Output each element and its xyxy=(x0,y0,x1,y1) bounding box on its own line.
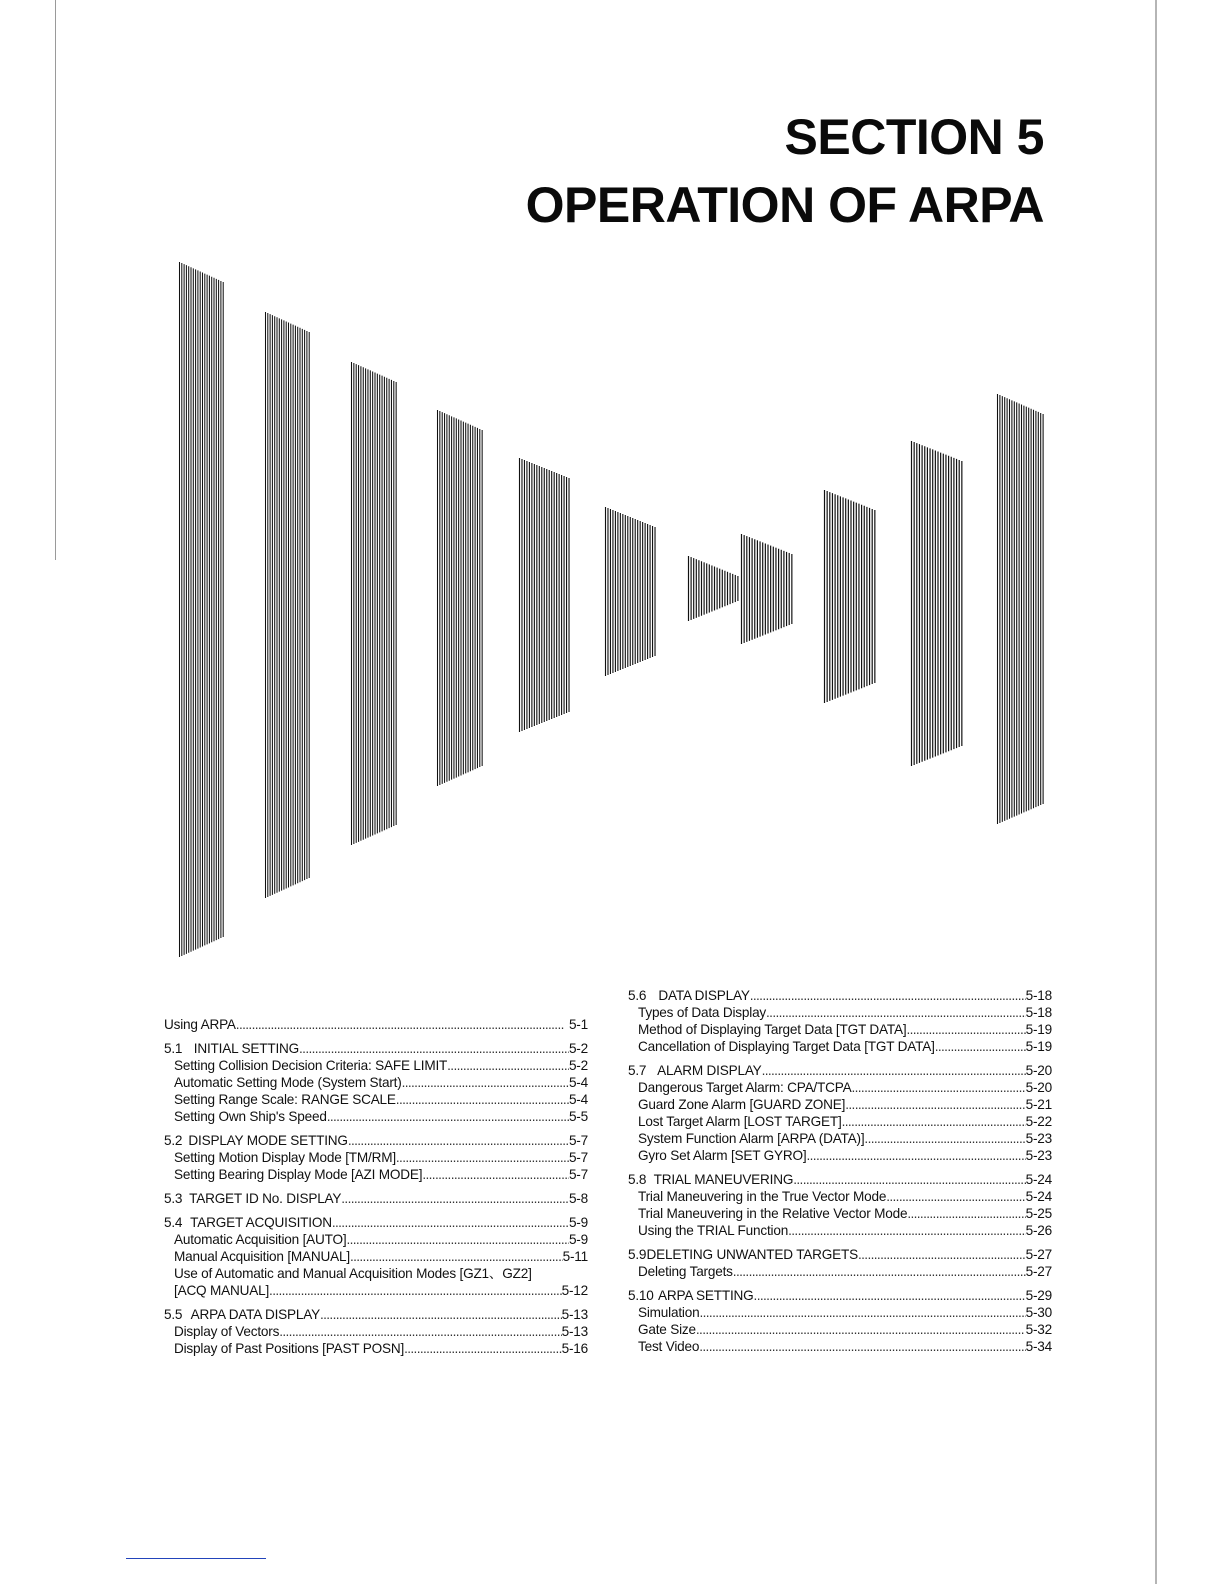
toc-leader-dots xyxy=(858,1246,1026,1263)
toc-entry[interactable] xyxy=(164,1057,588,1074)
toc-page-number: 5-22 xyxy=(1025,1114,1052,1129)
toc-entry[interactable] xyxy=(164,1074,588,1091)
toc-leader-dots xyxy=(886,1188,1025,1205)
toc-label: Gate Size xyxy=(638,1322,696,1337)
toc-entry[interactable] xyxy=(628,1222,1052,1239)
toc-label: Manual Acquisition [MANUAL] xyxy=(174,1249,350,1264)
toc-leader-dots xyxy=(762,1062,1026,1079)
bar-group xyxy=(912,441,962,766)
toc-leader-dots xyxy=(699,1338,1025,1355)
toc-page-number: 5-26 xyxy=(1025,1223,1052,1238)
toc-heading[interactable] xyxy=(164,1040,588,1057)
toc-leader-dots xyxy=(396,1149,569,1166)
toc-page-number: 5-19 xyxy=(1025,1039,1052,1054)
toc-leader-dots xyxy=(320,1306,562,1323)
toc-leader-dots xyxy=(332,1214,569,1231)
bar-group xyxy=(520,458,570,732)
toc-page-number: 5-34 xyxy=(1025,1339,1052,1354)
toc-label: Setting Range Scale: RANGE SCALE xyxy=(174,1092,396,1107)
toc-label: TARGET ID No. DISPLAY xyxy=(189,1191,342,1206)
toc-page-number: 5-11 xyxy=(562,1249,588,1264)
toc-leader-dots xyxy=(766,1004,1026,1021)
toc-entry[interactable] xyxy=(164,1340,588,1357)
toc-label: TRIAL MANEUVERING xyxy=(653,1172,794,1187)
toc-leader-dots xyxy=(935,1038,1026,1055)
toc-number: 5.4 xyxy=(164,1215,183,1230)
toc-label: System Function Alarm [ARPA (DATA)] xyxy=(638,1131,865,1146)
toc-number: 5.1 xyxy=(164,1041,183,1056)
toc-leader-dots xyxy=(851,1079,1025,1096)
toc-entry[interactable] xyxy=(164,1016,588,1033)
toc-leader-dots xyxy=(350,1248,563,1265)
toc-label: Setting Motion Display Mode [TM/RM] xyxy=(174,1150,396,1165)
toc-page-number: 5-9 xyxy=(568,1215,588,1230)
toc-label: Lost Target Alarm [LOST TARGET] xyxy=(638,1114,842,1129)
toc-entry[interactable] xyxy=(164,1248,588,1265)
toc-heading[interactable] xyxy=(164,1132,588,1149)
toc-page-number: 5-32 xyxy=(1025,1322,1052,1337)
toc-page-number: 5-5 xyxy=(568,1109,588,1124)
toc-page-number: 5-18 xyxy=(1025,1005,1052,1020)
toc-label: TARGET ACQUISITION xyxy=(190,1215,332,1230)
toc-label: Cancellation of Displaying Target Data [TGT DATA] xyxy=(638,1039,935,1054)
toc-label: [ACQ MANUAL] xyxy=(174,1283,270,1298)
toc-leader-dots xyxy=(348,1132,569,1149)
toc-group xyxy=(164,1016,588,1033)
toc-number: 5.6 xyxy=(628,988,647,1003)
toc-entry[interactable] xyxy=(164,1166,588,1183)
toc-entry[interactable] xyxy=(164,1282,588,1299)
toc-number: 5.9 xyxy=(628,1247,647,1262)
toc-label: Display of Vectors xyxy=(174,1324,280,1339)
toc-leader-dots xyxy=(341,1190,569,1207)
toc-entry[interactable] xyxy=(164,1323,588,1340)
toc-number: 5.7 xyxy=(628,1063,647,1078)
section-title: OPERATION OF ARPA xyxy=(525,177,1044,233)
bar-group xyxy=(689,556,738,621)
toc-label: Setting Collision Decision Criteria: SAFE LIMIT xyxy=(174,1058,448,1073)
toc-label: Setting Bearing Display Mode [AZI MODE] xyxy=(174,1167,423,1182)
toc-label: Trial Maneuvering in the Relative Vector Mode xyxy=(638,1206,908,1221)
toc-label: ALARM DISPLAY xyxy=(657,1063,762,1078)
toc-leader-dots xyxy=(807,1147,1026,1164)
toc-page-number: 5-23 xyxy=(1025,1148,1052,1163)
toc-label: Setting Own Ship's Speed xyxy=(174,1109,327,1124)
toc-entry[interactable] xyxy=(628,1079,1052,1096)
toc-page-number: 5-25 xyxy=(1025,1206,1052,1221)
toc-page-number: 5-27 xyxy=(1025,1247,1052,1262)
toc-page-number: 5-24 xyxy=(1025,1189,1052,1204)
toc-leader-dots xyxy=(906,1021,1025,1038)
toc-entry[interactable] xyxy=(628,1321,1052,1338)
toc-label: Guard Zone Alarm [GUARD ZONE] xyxy=(638,1097,846,1112)
toc-page-number: 5-2 xyxy=(568,1041,588,1056)
toc-label: Display of Past Positions [PAST POSN] xyxy=(174,1341,405,1356)
toc-page-number: 5-1 xyxy=(568,1017,588,1032)
toc-page-number: 5-20 xyxy=(1025,1063,1052,1078)
toc-entry[interactable] xyxy=(164,1091,588,1108)
toc-page-number: 5-7 xyxy=(568,1150,588,1165)
toc-label: Using ARPA xyxy=(164,1017,236,1032)
toc-leader-dots xyxy=(699,1304,1025,1321)
bar-group xyxy=(606,507,656,676)
toc-group xyxy=(628,1287,1052,1355)
toc-entry[interactable] xyxy=(164,1149,588,1166)
bar-group xyxy=(742,534,792,644)
bar-group xyxy=(825,490,875,703)
toc-label: Method of Displaying Target Data [TGT DATA] xyxy=(638,1022,907,1037)
toc-entry[interactable] xyxy=(628,1021,1052,1038)
toc-label: DISPLAY MODE SETTING xyxy=(188,1133,348,1148)
toc-entry[interactable] xyxy=(628,1304,1052,1321)
toc-leader-dots xyxy=(299,1040,569,1057)
toc-leader-dots xyxy=(793,1171,1025,1188)
toc-leader-dots xyxy=(696,1321,1026,1338)
toc-leader-dots xyxy=(402,1074,569,1091)
toc-page-number: 5-21 xyxy=(1025,1097,1052,1112)
toc-page-number: 5-7 xyxy=(568,1167,588,1182)
toc-heading[interactable] xyxy=(164,1214,588,1231)
toc-page-number: 5-24 xyxy=(1025,1172,1052,1187)
toc-page-number: 5-7 xyxy=(568,1133,588,1148)
toc-page-number: 5-12 xyxy=(561,1283,588,1298)
bar-group xyxy=(180,262,224,957)
toc-entry[interactable] xyxy=(628,1004,1052,1021)
toc-group xyxy=(628,1171,1052,1239)
toc-leader-dots xyxy=(279,1323,561,1340)
toc-leader-dots xyxy=(346,1231,568,1248)
toc-page-number: 5-18 xyxy=(1025,988,1052,1003)
toc-label: DATA DISPLAY xyxy=(658,988,750,1003)
toc-leader-dots xyxy=(733,1263,1026,1280)
toc-entry[interactable] xyxy=(628,1130,1052,1147)
toc-entry[interactable] xyxy=(164,1231,588,1248)
toc-group xyxy=(164,1132,588,1183)
toc-page-number: 5-2 xyxy=(568,1058,588,1073)
toc-leader-dots xyxy=(396,1091,569,1108)
toc-heading[interactable] xyxy=(628,1246,1052,1263)
toc-page-number: 5-13 xyxy=(561,1307,588,1322)
toc-page-number: 5-27 xyxy=(1025,1264,1052,1279)
toc-label: Deleting Targets xyxy=(638,1264,733,1279)
toc-group xyxy=(628,987,1052,1055)
toc-label: Dangerous Target Alarm: CPA/TCPA xyxy=(638,1080,852,1095)
toc-leader-dots xyxy=(754,1287,1026,1304)
toc-page-number: 5-4 xyxy=(568,1092,588,1107)
toc-entry[interactable] xyxy=(628,1038,1052,1055)
toc-entry[interactable] xyxy=(628,1338,1052,1355)
toc-heading[interactable] xyxy=(164,1190,588,1207)
toc-leader-dots xyxy=(788,1222,1025,1239)
toc-label: ARPA SETTING xyxy=(658,1288,754,1303)
toc-page-number: 5-4 xyxy=(568,1075,588,1090)
toc-label: Test Video xyxy=(638,1339,700,1354)
toc-leader-dots xyxy=(236,1016,569,1033)
toc-label: Using the TRIAL Function xyxy=(638,1223,789,1238)
toc-leader-dots xyxy=(864,1130,1025,1147)
toc-page-number: 5-13 xyxy=(561,1324,588,1339)
toc-entry[interactable] xyxy=(628,1188,1052,1205)
toc-page-number: 5-23 xyxy=(1025,1131,1052,1146)
toc-entry[interactable] xyxy=(628,1263,1052,1280)
toc-leader-dots xyxy=(404,1340,561,1357)
toc-page-number: 5-9 xyxy=(568,1232,588,1247)
toc-number: 5.5 xyxy=(164,1307,183,1322)
toc-entry[interactable] xyxy=(628,1205,1052,1222)
toc-label: Automatic Setting Mode (System Start) xyxy=(174,1075,402,1090)
toc-label: DELETING UNWANTED TARGETS xyxy=(646,1247,858,1262)
toc-heading[interactable] xyxy=(628,1062,1052,1079)
toc-entry[interactable] xyxy=(164,1265,588,1282)
toc-label: Gyro Set Alarm [SET GYRO] xyxy=(638,1148,807,1163)
toc-label: Simulation xyxy=(638,1305,700,1320)
toc-group xyxy=(628,1246,1052,1280)
toc-entry[interactable] xyxy=(164,1108,588,1125)
toc-number: 5.10 xyxy=(628,1288,654,1303)
toc-leader-dots xyxy=(750,987,1026,1004)
toc-label: INITIAL SETTING xyxy=(193,1041,300,1056)
toc-heading[interactable] xyxy=(628,1171,1052,1188)
bar-group xyxy=(352,362,397,845)
toc-entry[interactable] xyxy=(628,1113,1052,1130)
toc-group xyxy=(164,1306,588,1357)
toc-label: Trial Maneuvering in the True Vector Mode xyxy=(638,1189,887,1204)
toc-label: Use of Automatic and Manual Acquisition Modes [GZ1、GZ2] xyxy=(174,1266,532,1281)
toc-leader-dots xyxy=(842,1113,1026,1130)
toc-leader-dots xyxy=(269,1282,562,1299)
toc-leader-dots xyxy=(845,1096,1025,1113)
toc-number: 5.8 xyxy=(628,1172,647,1187)
toc-group xyxy=(164,1040,588,1125)
toc-page-number: 5-20 xyxy=(1025,1080,1052,1095)
footer-link-underline xyxy=(126,1558,266,1559)
toc-page-number: 5-30 xyxy=(1025,1305,1052,1320)
toc-right-column xyxy=(628,987,1052,1362)
toc-number: 5.3 xyxy=(164,1191,183,1206)
toc-leader-dots xyxy=(327,1108,569,1125)
toc-heading[interactable] xyxy=(628,987,1052,1004)
section-number: SECTION 5 xyxy=(784,109,1044,165)
toc-left-column xyxy=(164,1016,588,1364)
toc-page-number: 5-16 xyxy=(561,1341,588,1356)
toc-page-number: 5-29 xyxy=(1025,1288,1052,1303)
toc-page-number: 5-19 xyxy=(1025,1022,1052,1037)
toc-label: Automatic Acquisition [AUTO] xyxy=(174,1232,347,1247)
toc-label: ARPA DATA DISPLAY xyxy=(190,1307,320,1322)
toc-label: Types of Data Display xyxy=(638,1005,767,1020)
toc-leader-dots xyxy=(447,1057,569,1074)
toc-leader-dots xyxy=(907,1205,1025,1222)
toc-leader-dots xyxy=(422,1166,569,1183)
toc-group xyxy=(628,1062,1052,1164)
toc-heading[interactable] xyxy=(164,1306,588,1323)
bar-group xyxy=(998,394,1044,824)
toc-entry[interactable] xyxy=(628,1147,1052,1164)
bar-group xyxy=(266,312,310,898)
toc-group xyxy=(164,1190,588,1207)
toc-number: 5.2 xyxy=(164,1133,183,1148)
toc-page-number: 5-8 xyxy=(568,1191,588,1206)
toc-group xyxy=(164,1214,588,1299)
toc-heading[interactable] xyxy=(628,1287,1052,1304)
bar-group xyxy=(438,410,483,786)
toc-entry[interactable] xyxy=(628,1096,1052,1113)
